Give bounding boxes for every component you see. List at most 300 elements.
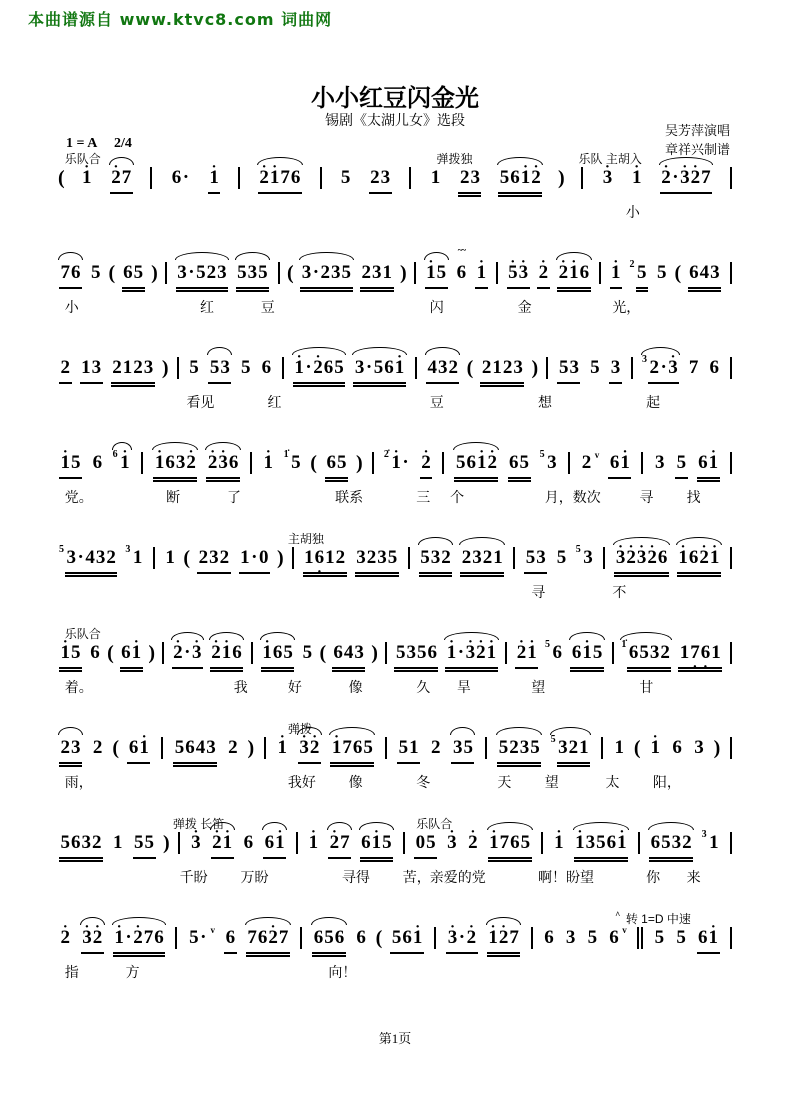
barline <box>485 737 487 759</box>
note-digit: 5 <box>499 167 510 188</box>
note-digit: 6 <box>466 452 476 473</box>
note-digits <box>261 640 295 672</box>
grace-note: 1̇ <box>283 449 289 460</box>
note-group <box>89 640 102 667</box>
note-digit: 1 · <box>650 735 661 761</box>
note-digit: 3 <box>143 357 154 378</box>
note-group <box>697 450 720 482</box>
note-digit: 3 <box>583 547 593 568</box>
note-digit: 3 · <box>636 545 647 571</box>
note-digits <box>555 545 568 572</box>
lyric: 千盼 <box>179 871 208 886</box>
note-digit: 5 <box>302 642 313 663</box>
note-digit: 1 · <box>275 830 286 856</box>
note-group <box>687 355 700 382</box>
note-digit: 6 <box>333 642 343 663</box>
note-digit: 2 <box>459 167 470 188</box>
barline <box>546 357 548 379</box>
note-digit: 3 <box>610 357 621 378</box>
note-digits <box>239 545 270 574</box>
barline <box>601 737 603 759</box>
note-digit: 3 · <box>299 735 310 761</box>
note-digit: 1 · <box>678 545 689 571</box>
note-group <box>80 165 93 192</box>
note-digit: 1 · <box>139 735 150 761</box>
note-digit: 1 · <box>154 450 165 476</box>
note-digit: 2 · <box>173 640 184 666</box>
note-digit: 7 <box>278 927 289 948</box>
part-label: 乐队 主胡入 <box>578 152 642 166</box>
note-group <box>261 640 295 672</box>
note-group <box>240 355 253 382</box>
note-digits <box>574 830 629 862</box>
note-digit: 3 <box>95 547 106 568</box>
note-digit: 3 · <box>218 450 229 476</box>
note-digit: 3 <box>206 737 216 758</box>
note-digit: 2 · <box>259 165 270 191</box>
note-digit: 6 <box>509 452 519 473</box>
note-digit: 1 · <box>263 450 274 476</box>
note-group <box>708 355 721 382</box>
breath-mark: v <box>210 925 215 935</box>
note-digit: 6 <box>356 927 366 948</box>
note-digit: 1 · <box>476 450 487 476</box>
grace-note: 5 <box>550 734 556 745</box>
note-digit: 1 · <box>277 735 288 761</box>
lyric: 苦， <box>402 871 431 886</box>
slur-arc <box>496 727 542 735</box>
note-digit: 5 <box>373 357 384 378</box>
barline <box>320 167 322 189</box>
note-group <box>260 355 273 382</box>
note-digit: 6 <box>361 832 371 853</box>
parenthesis: ( <box>58 167 65 189</box>
note-digit: 3 <box>671 832 682 853</box>
note-digit: 2 <box>219 547 230 568</box>
note-digit: 3 · <box>615 545 626 571</box>
note-digit: 2 · <box>558 260 569 286</box>
barline <box>599 262 601 284</box>
note-digit: 5 <box>189 927 199 948</box>
note-digit: 7 <box>247 927 257 948</box>
note-digits <box>197 545 231 574</box>
note-digit: 2 · <box>516 640 527 666</box>
note-digits <box>467 830 480 857</box>
note-digit: 5 <box>520 832 531 853</box>
note-digit: 3 <box>654 452 665 473</box>
note-digits <box>59 735 82 767</box>
note-digit: 3 <box>354 357 365 378</box>
lyric: 月，数次 <box>544 491 601 506</box>
note-digit: 1 · <box>709 545 720 571</box>
note-group <box>384 450 411 477</box>
note-group <box>545 640 564 667</box>
note-digits <box>262 450 275 477</box>
note-digit: 5 <box>144 832 154 853</box>
note-digits <box>649 735 662 762</box>
note-digit: 3 <box>331 262 341 283</box>
note-digit: 3 <box>513 357 523 378</box>
note-digits <box>557 355 580 384</box>
note-group <box>59 450 82 479</box>
page-title: 小小红豆闪金光 <box>311 85 479 112</box>
barline <box>372 452 374 474</box>
note-digit: 2 <box>106 547 116 568</box>
note-digit: 5 <box>340 167 351 188</box>
augmentation-dot: · <box>125 927 132 948</box>
note-group <box>59 260 82 289</box>
barline <box>434 927 436 949</box>
barline <box>612 642 614 664</box>
parenthesis: ) <box>371 642 378 664</box>
note-digit: 3 <box>372 262 382 283</box>
note-digit: 5 <box>639 642 649 663</box>
note-digit: 5 <box>174 737 185 758</box>
slur-arc <box>425 347 461 355</box>
parenthesis: ) <box>531 357 539 379</box>
note-digit: 3 · <box>518 260 529 286</box>
note-digit: 1 <box>493 547 503 568</box>
note-group <box>390 925 424 954</box>
note-group <box>454 450 498 482</box>
note-group <box>675 450 688 479</box>
note-digit: 3 <box>209 547 219 568</box>
note-group <box>430 735 443 762</box>
note-digits <box>131 545 144 572</box>
barline <box>278 262 280 284</box>
part-label: 弹拨 长笛 <box>172 817 225 831</box>
note-group <box>555 545 568 572</box>
slur-arc <box>620 632 672 640</box>
note-digit: 5 <box>556 547 567 568</box>
note-digit: 6 <box>698 927 708 948</box>
note-digit: 1 · <box>488 925 499 951</box>
note-digit: 1 · <box>426 260 437 286</box>
note-digit: 1 <box>113 832 123 853</box>
slur-arc <box>262 822 287 830</box>
note-digit: 5 <box>209 357 220 378</box>
note-digit: 5 <box>455 452 466 473</box>
note-digits <box>648 355 679 384</box>
note-digits <box>369 165 392 194</box>
note-digit: 6 <box>171 167 182 188</box>
barline <box>409 167 411 189</box>
note-digits <box>246 925 290 957</box>
note-digit: 1 · <box>114 925 125 951</box>
note-digit: 6 <box>384 357 394 378</box>
note-digit: 5 <box>426 832 436 853</box>
note-digit: 2 · <box>268 925 279 951</box>
note-group <box>242 830 255 857</box>
note-group <box>298 735 321 764</box>
note-group <box>649 830 693 862</box>
note-digit: 6 <box>185 737 195 758</box>
note-digits <box>451 735 474 764</box>
note-group <box>91 450 104 477</box>
note-digit: 2 · <box>186 450 197 476</box>
lyric: 红 <box>267 396 282 411</box>
note-digit: 2 <box>92 737 103 758</box>
part-label: 主胡独 <box>287 532 324 546</box>
note-digit: 3 <box>175 452 186 473</box>
note-digits <box>454 450 498 482</box>
note-group <box>425 260 448 289</box>
lyric: 像 <box>348 681 363 696</box>
note-digits <box>133 830 156 859</box>
slur-arc <box>459 537 505 545</box>
note-digits <box>339 165 352 192</box>
note-digit: 6 <box>657 547 668 568</box>
lyric: 寻得 <box>341 871 370 886</box>
note-digits <box>601 165 614 192</box>
note-digit: 1 · <box>120 450 131 476</box>
note-digit: 1 · <box>617 830 628 856</box>
note-digit: 6 <box>650 832 661 853</box>
parenthesis: ) <box>247 737 255 759</box>
parenthesis: ( <box>183 547 191 569</box>
note-digit: 6 <box>709 357 720 378</box>
note-group <box>649 735 662 762</box>
note-group <box>564 925 577 952</box>
note-digit: 1 · <box>486 640 497 666</box>
note-group <box>353 355 405 387</box>
note-digit: 5 <box>334 357 344 378</box>
note-digit: 3 <box>430 547 441 568</box>
note-digit: 3 · <box>447 830 458 856</box>
note-digits <box>173 735 217 767</box>
note-digit: 1 · <box>708 450 719 476</box>
note-digits <box>112 830 125 857</box>
note-group <box>551 735 591 767</box>
note-digit: 6 <box>71 832 81 853</box>
note-digit: 3 · <box>82 925 93 951</box>
lyric: 我 <box>233 681 248 696</box>
note-group <box>621 640 671 672</box>
note-digits <box>497 735 541 767</box>
note-digit: 7 <box>280 167 290 188</box>
note-digits <box>551 640 564 667</box>
lyric: 好 <box>287 681 302 696</box>
slur-arc <box>450 727 475 735</box>
note-digit: 5 <box>525 547 536 568</box>
note-digits <box>688 260 722 292</box>
note-digits <box>614 545 669 577</box>
parenthesis: ( <box>633 737 641 759</box>
note-digit: 6 <box>92 452 103 473</box>
note-digits <box>258 165 302 194</box>
barline <box>568 452 570 474</box>
note-digit: 1 <box>430 167 441 188</box>
barline <box>408 547 410 569</box>
lyric: 指 <box>64 966 79 981</box>
note-group <box>608 450 631 479</box>
barline <box>161 737 163 759</box>
note-digit: 3 <box>558 737 568 758</box>
note-digit: 2 <box>441 547 451 568</box>
note-digit: 1 <box>382 262 393 283</box>
barline <box>162 642 164 664</box>
note-digits <box>89 640 102 667</box>
note-digits <box>589 355 602 382</box>
note-digit: 1 <box>304 547 314 568</box>
note-digit: 6 <box>123 262 133 283</box>
parenthesis: ) <box>151 262 158 284</box>
note-digit: 2 · <box>309 735 320 761</box>
note-digit: 6 <box>228 452 239 473</box>
note-digit: 1 · <box>294 355 305 381</box>
note-digit: 1 <box>122 357 133 378</box>
note-digits <box>303 545 347 577</box>
note-digit: 6 <box>427 642 437 663</box>
note-group <box>420 450 433 479</box>
note-digits <box>111 355 155 387</box>
note-group <box>208 355 231 384</box>
note-digits <box>290 450 303 477</box>
note-digit: 5 <box>657 262 667 283</box>
page-footer: 第1页 <box>378 1031 412 1046</box>
barline <box>178 832 180 854</box>
note-digit: 7 <box>342 737 352 758</box>
note-group <box>458 165 481 197</box>
note-group <box>172 640 203 669</box>
barline <box>730 832 732 854</box>
note-group <box>210 640 244 672</box>
system-9 <box>58 910 734 1005</box>
note-digit: 7 <box>688 357 699 378</box>
note-digits <box>656 260 669 287</box>
augmentation-dot: · <box>402 452 409 473</box>
note-digit: 2 <box>60 357 70 378</box>
note-digit: 6 <box>544 927 554 948</box>
note-digit: 3 <box>452 737 463 758</box>
part-label: 转 1=D 中速 <box>625 912 691 926</box>
note-digit: 2 <box>461 547 472 568</box>
note-digits <box>390 925 424 954</box>
note-digit: 3 <box>177 262 187 283</box>
note-digit: 1 · <box>60 640 71 666</box>
lyric: 天 <box>497 776 512 791</box>
note-digits <box>390 450 411 477</box>
note-digit: 2 · <box>111 165 122 191</box>
note-digit: 5 <box>189 357 199 378</box>
lyric: 豆 <box>260 301 275 316</box>
note-group <box>89 260 102 287</box>
note-digit: 3 · <box>668 355 679 381</box>
note-digits <box>671 735 684 762</box>
note-group <box>455 245 468 287</box>
note-digits <box>649 830 693 862</box>
lyric: 望 <box>531 681 546 696</box>
note-digit: 5 <box>590 357 600 378</box>
note-group <box>355 925 368 952</box>
parenthesis: ) <box>276 547 284 569</box>
note-digits <box>164 545 177 572</box>
note-group <box>170 165 191 192</box>
note-digit: 1 · <box>520 165 531 191</box>
note-group <box>122 260 145 292</box>
barline <box>296 832 298 854</box>
note-group <box>497 735 541 767</box>
note-digit: 2 · <box>60 925 71 951</box>
note-digit: 2 <box>431 737 441 758</box>
grace-note: 3 <box>701 829 707 840</box>
note-digits <box>455 260 468 287</box>
note-digits <box>446 925 477 954</box>
note-group <box>589 355 602 382</box>
music-line <box>58 545 734 579</box>
parenthesis: ( <box>674 262 682 284</box>
note-group <box>553 830 566 857</box>
note-group <box>339 165 352 192</box>
lyric: 我好 <box>287 776 316 791</box>
note-group <box>293 355 345 387</box>
note-digit: 5 <box>60 832 70 853</box>
note-group <box>239 545 270 574</box>
note-digit: 5 <box>398 737 409 758</box>
note-digits <box>557 260 591 292</box>
note-group <box>574 830 629 862</box>
note-digit: 2 · <box>690 165 701 191</box>
note-digits <box>122 260 145 292</box>
barline <box>442 452 444 474</box>
note-digit: 6 <box>290 167 301 188</box>
note-group <box>642 355 679 384</box>
note-group <box>276 735 289 762</box>
note-digit: 1 · <box>131 640 142 666</box>
note-group <box>576 545 595 572</box>
note-digit: 2 <box>206 262 217 283</box>
note-digit: 6 <box>552 642 563 663</box>
lyric: 起 <box>646 396 661 411</box>
barline <box>414 262 416 284</box>
note-digits <box>240 355 253 382</box>
note-digits <box>675 450 688 479</box>
note-digit: 5 <box>291 452 301 473</box>
note-digit: 1 <box>132 547 143 568</box>
note-digits <box>546 450 559 477</box>
note-digits <box>208 165 221 194</box>
note-digits <box>697 925 720 954</box>
note-digits <box>675 925 688 952</box>
part-label: 乐队合 <box>64 152 101 166</box>
parenthesis: ( <box>319 642 327 664</box>
barline <box>264 737 266 759</box>
note-group <box>693 735 706 762</box>
note-digit: 3 · <box>447 925 458 951</box>
lyric: 不 <box>612 586 627 601</box>
note-group <box>467 830 480 857</box>
note-digit: 2 · <box>207 450 218 476</box>
note-digit: 6 <box>571 642 582 663</box>
note-group <box>227 735 240 762</box>
barline <box>581 167 583 189</box>
note-digit: 3 <box>470 167 480 188</box>
barline <box>513 547 515 569</box>
lyric: 像 <box>348 776 363 791</box>
note-group <box>246 925 290 957</box>
note-digit: 0 <box>258 547 269 568</box>
note-group <box>487 925 521 957</box>
augmentation-dot: · <box>457 642 465 663</box>
note-group <box>113 925 165 957</box>
note-digits <box>487 925 521 957</box>
note-digit: 2 · <box>421 450 432 476</box>
slur-arc <box>550 727 592 735</box>
note-group <box>697 925 720 954</box>
note-digits <box>224 925 237 954</box>
note-digits <box>153 450 197 482</box>
note-digit: 2 <box>581 452 592 473</box>
